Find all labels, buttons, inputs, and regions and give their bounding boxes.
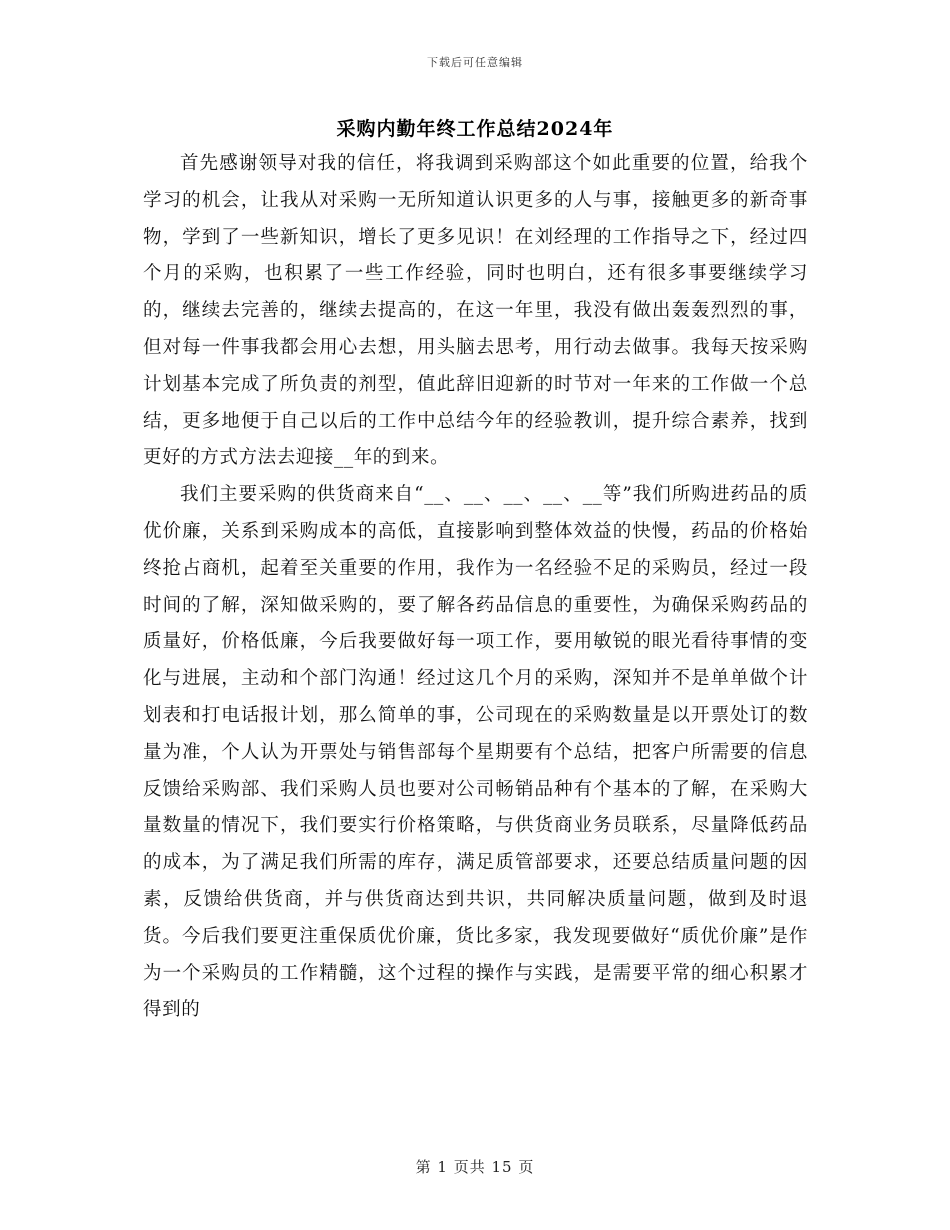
body-paragraph-1: 首先感谢领导对我的信任，将我调到采购部这个如此重要的位置，给我个学习的机会，让我从对采购一无所知道认识更多的人与事，接触更多的新奇事物，学到了一些新知识，增长了更多见识！在刘经理的工作指导之下，经过四个月的采购，也积累了一些工作经验，同时也明白，还有很多事要继续学习的，继续去完善的，继续去提高的，在这一年里，我没有做出轰轰烈烈的事，但对每一件事我都会用心去想，用头脑去思考，用行动去做事。我每天按采购计划基本完成了所负责的剂型，值此辞旧迎新的时节对一年来的工作做一个总结，更多地便于自己以后的工作中总结今年的经验教训，提升综合素养，找到更好的方式方法去迎接__年的到来。	[143, 153, 808, 469]
page-header-note: 下载后可任意编辑	[427, 56, 523, 69]
page-number-footer: 第 1 页共 15 页	[415, 1158, 535, 1176]
document-body	[143, 146, 808, 1029]
document-title: 采购内勤年终工作总结2024年	[336, 118, 614, 140]
body-paragraph-2: 我们主要采购的供货商来自“__、__、__、__、__等”我们所购进药品的质优价廉，关系到采购成本的高低，直接影响到整体效益的快慢，药品的价格始终抢占商机，起着至关重要的作用，我作为一名经验不足的采购员，经过一段时间的了解，深知做采购的，要了解各药品信息的重要性，为确保采购药品的质量好，价格低廉，今后我要做好每一项工作，要用敏锐的眼光看待事情的变化与进展，主动和个部门沟通！经过这几个月的采购，深知并不是单单做个计划表和打电话报计划，那么简单的事，公司现在的采购数量是以开票处订的数量为准，个人认为开票处与销售部每个星期要有个总结，把客户所需要的信息反馈给采购部、我们采购人员也要对公司畅销品种有个基本的了解，在采购大量数量的情况下，我们要实行价格策略，与供货商业务员联系，尽量降低药品的成本，为了满足我们所需的库存，满足质管部要求，还要总结质量问题的因素，反馈给供货商，并与供货商达到共识，共同解决质量问题，做到及时退货。今后我们要更注重保质优价廉，货比多家，我发现要做好“质优价廉”是作为一个采购员的工作精髓，这个过程的操作与实践，是需要平常的细心积累才得到的	[143, 484, 808, 1021]
